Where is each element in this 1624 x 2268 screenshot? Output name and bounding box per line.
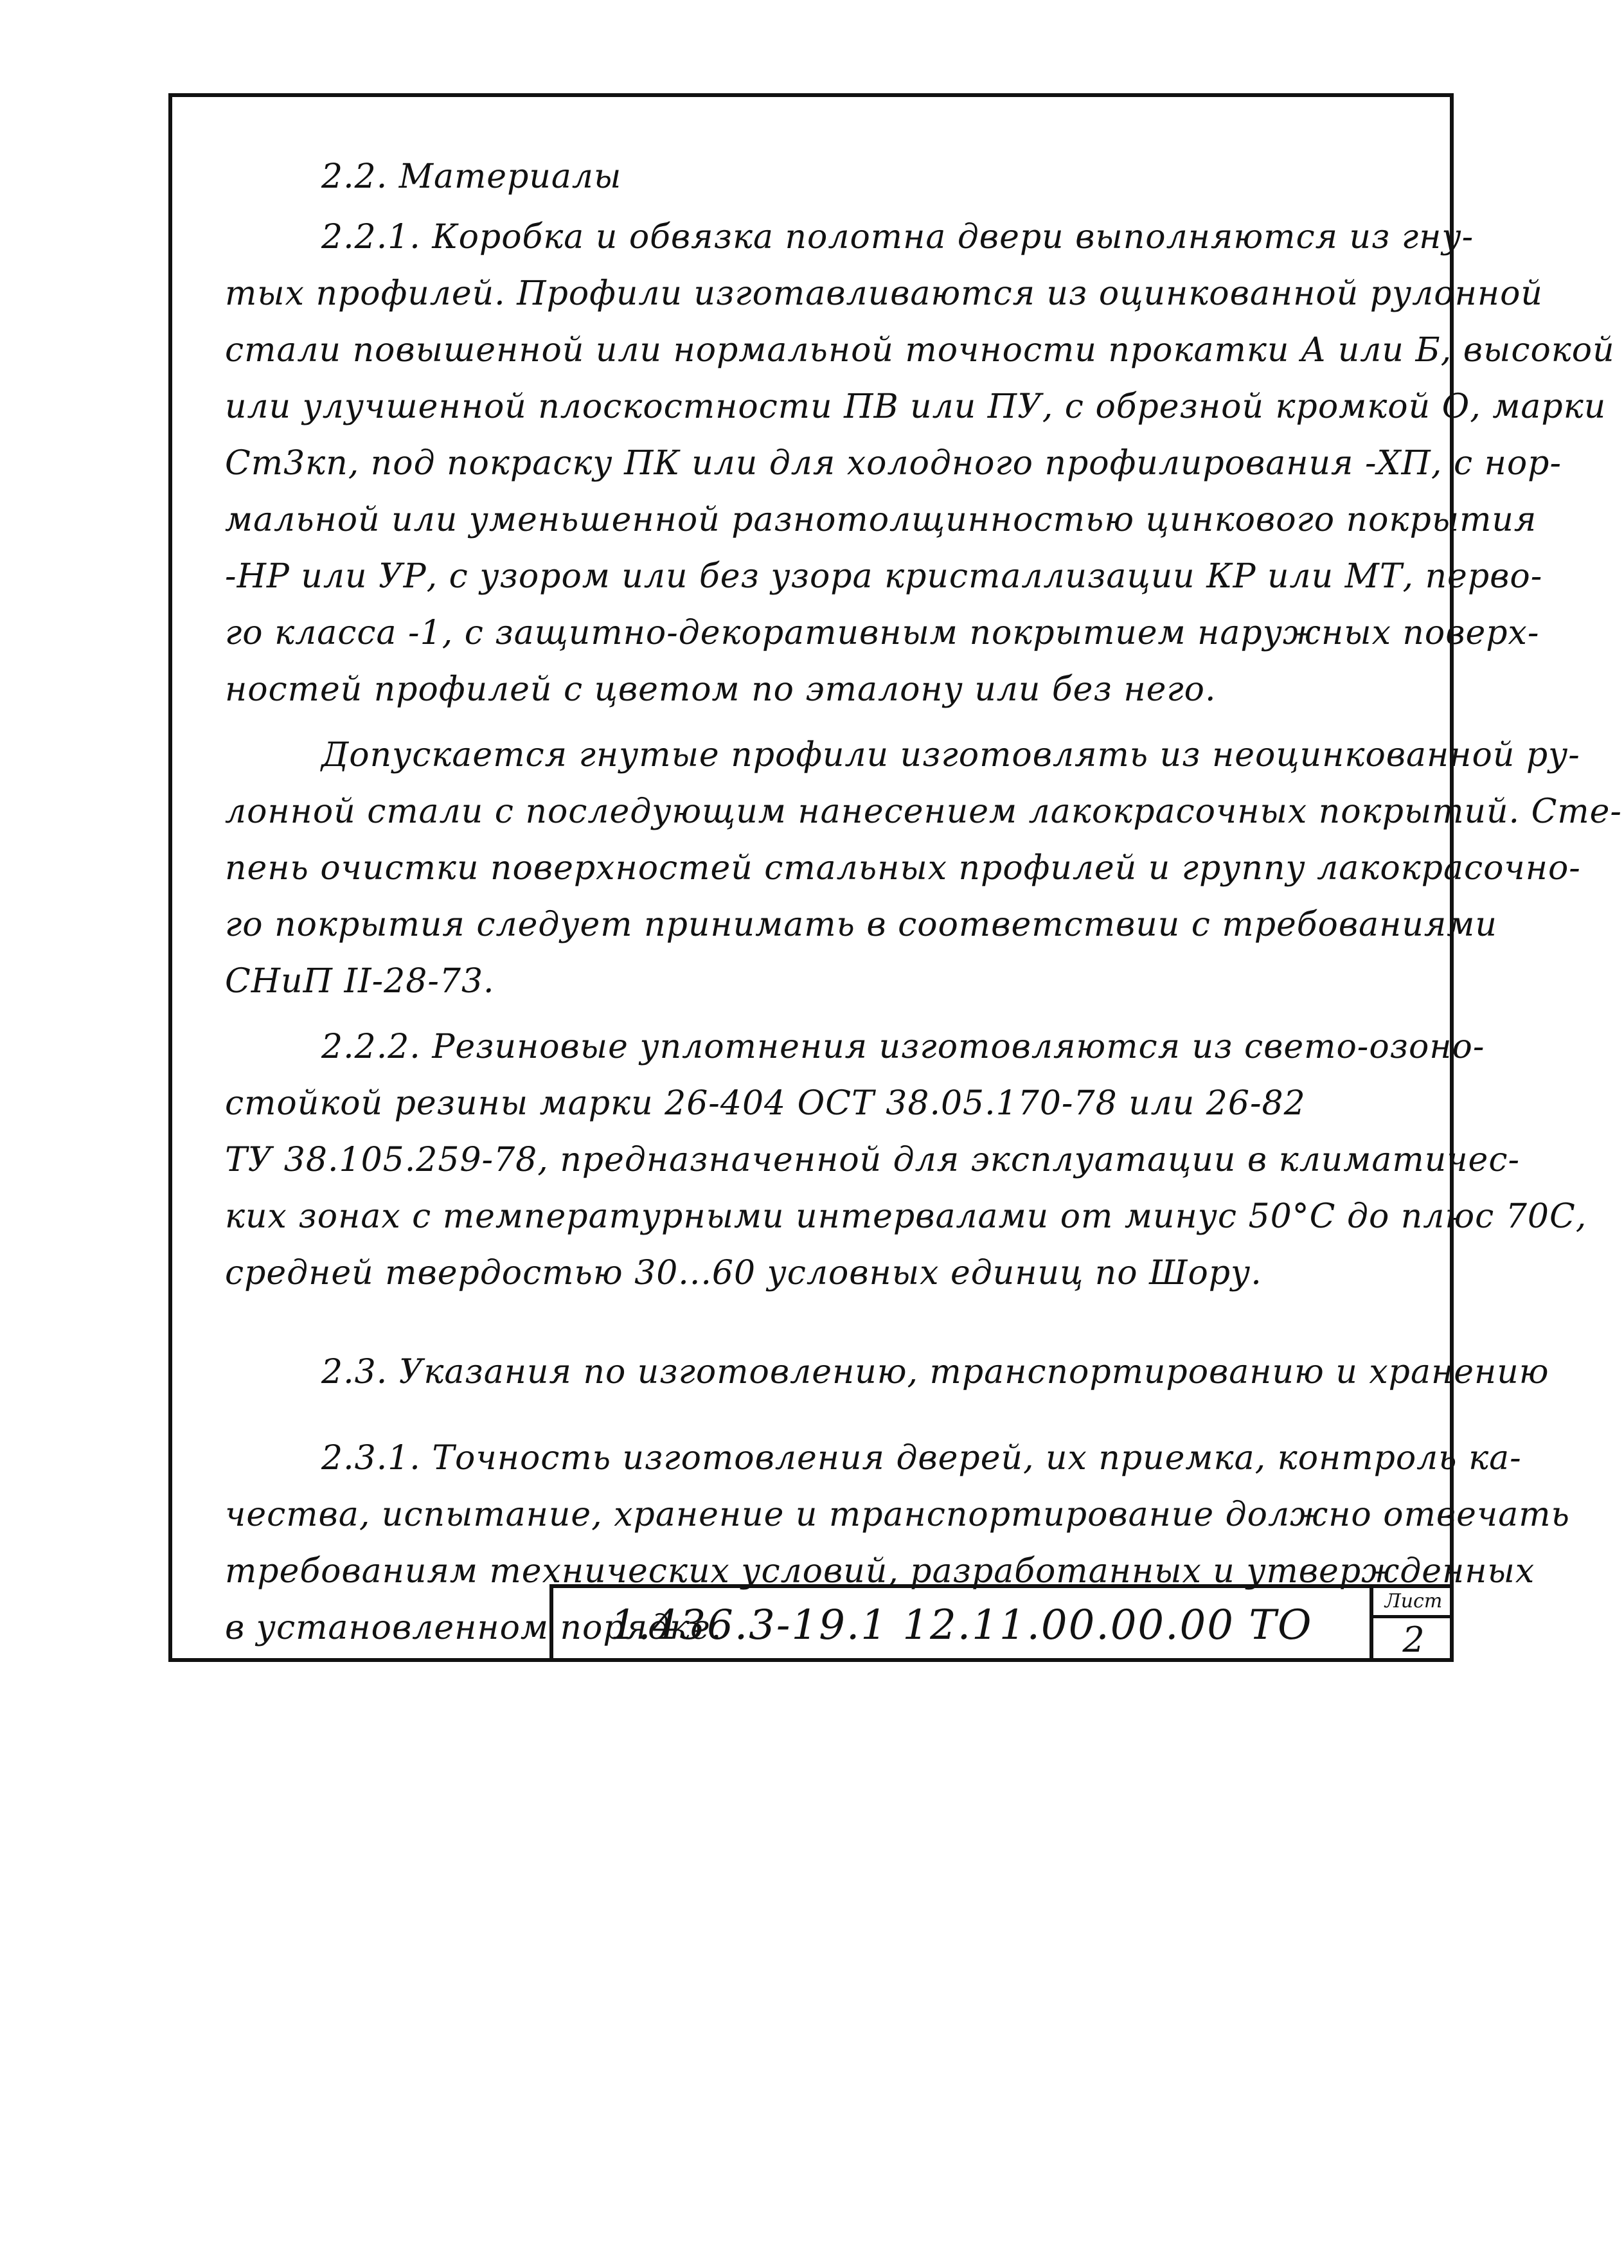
text-line: чества, испытание, хранение и транспортирование должно отвечать bbox=[225, 1496, 1570, 1534]
text-line: 2.2.1. Коробка и обвязка полотна двери выполняются из гну- bbox=[321, 218, 1474, 256]
sheet-column bbox=[1370, 1588, 1454, 1662]
text-line: Допускается гнутые профили изготовлять из неоцинкованной ру- bbox=[321, 736, 1580, 774]
text-line: лонной стали с последующим нанесением лакокрасочных покрытий. Сте- bbox=[225, 792, 1623, 831]
text-line: 2.2.2. Резиновые уплотнения изготовляются из свето-озоно- bbox=[321, 1028, 1485, 1066]
spacer bbox=[225, 1404, 1433, 1430]
text-line: или улучшенной плоскостности ПВ или ПУ, с обрезной кромкой О, марки bbox=[225, 388, 1607, 426]
section-heading-materials: 2.2. Материалы bbox=[321, 157, 622, 196]
text-line: в установленном порядке. bbox=[225, 1609, 722, 1647]
text-line: ТУ 38.105.259-78, предназначенной для эксплуатации в климатичес- bbox=[225, 1141, 1521, 1179]
sheet-number: 2 bbox=[1402, 1620, 1425, 1660]
text-line: средней твердостью 30...60 условных единиц по Шору. bbox=[225, 1254, 1262, 1292]
spacer bbox=[225, 1010, 1433, 1019]
spacer bbox=[225, 1301, 1433, 1340]
text-line: ких зонах с температурными интервалами от минус 50°С до плюс 70С, bbox=[225, 1197, 1587, 1236]
text-line: требованиям технических условий, разработанных и утвержденных bbox=[225, 1552, 1535, 1591]
text-line: стойкой резины марки 26-404 ОСТ 38.05.170-78 или 26-82 bbox=[225, 1084, 1306, 1123]
title-block bbox=[549, 1584, 1454, 1662]
document-body bbox=[225, 145, 1623, 1656]
text-line: го покрытия следует принимать в соответствии с требованиями bbox=[225, 906, 1497, 944]
sheet-label: Лист bbox=[1373, 1588, 1454, 1618]
spacer bbox=[225, 718, 1433, 727]
text-line: стали повышенной или нормальной точности прокатки А или Б, высокой bbox=[225, 331, 1615, 370]
section-heading-instructions: 2.3. Указания по изготовлению, транспортированию и хранению bbox=[321, 1353, 1549, 1391]
text-line: мальной или уменьшенной разнотолщинностью цинкового покрытия bbox=[225, 501, 1537, 539]
paragraph-2-2-2 bbox=[225, 1019, 1587, 1301]
text-line: -НР или УР, с узором или без узора кристаллизации КР или МТ, перво- bbox=[225, 557, 1543, 596]
text-line: ностей профилей с цветом по эталону или без него. bbox=[225, 670, 1217, 709]
text-line: тых профилей. Профили изготавливаются из оцинкованной рулонной bbox=[225, 274, 1543, 313]
paragraph-permitted bbox=[225, 727, 1623, 1010]
text-line: СНиП II-28-73. bbox=[225, 962, 495, 1001]
text-line: пень очистки поверхностей стальных профилей и группу лакокрасочно- bbox=[225, 849, 1581, 888]
document-code: 1.436.3-19.1 12.11.00.00.00 ТО bbox=[610, 1601, 1313, 1649]
text-line: 2.3.1. Точность изготовления дверей, их приемка, контроль ка- bbox=[321, 1439, 1522, 1478]
text-line: го класса -1, с защитно-декоративным покрытием наружных поверх- bbox=[225, 614, 1540, 652]
paragraph-2-2-1 bbox=[225, 209, 1615, 718]
text-line: Ст3кп, под покраску ПК или для холодного профилирования -ХП, с нор- bbox=[225, 444, 1562, 483]
